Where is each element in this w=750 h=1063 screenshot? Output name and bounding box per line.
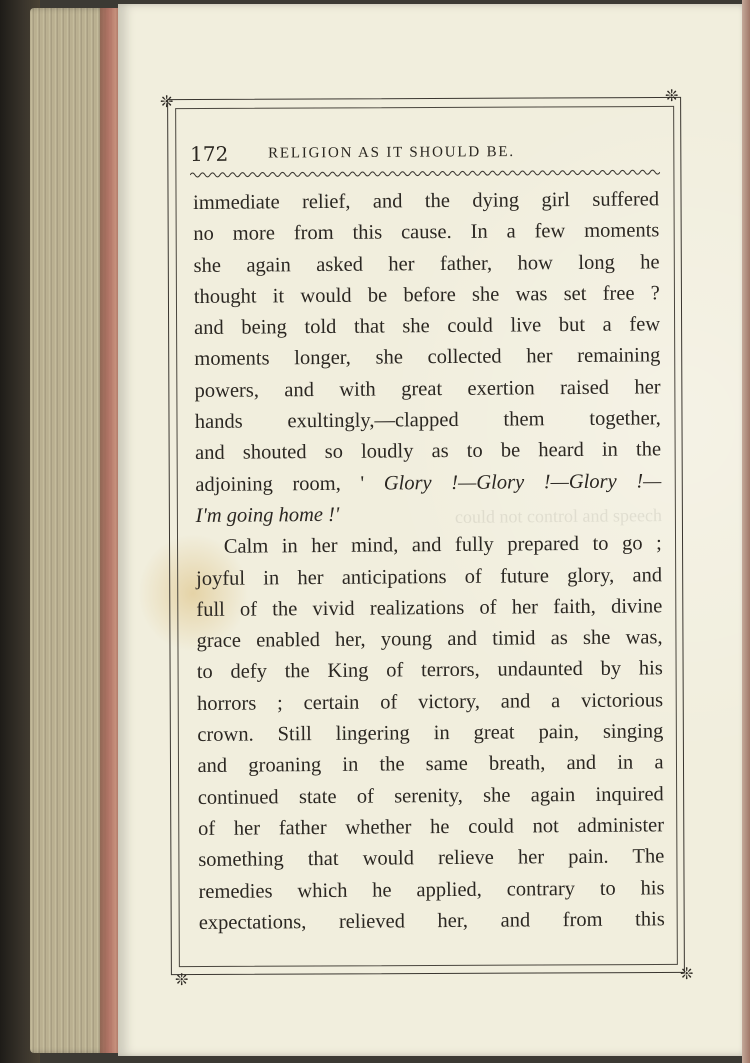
text-line: moments longer, she collected her remaining <box>194 344 661 371</box>
text-line: grace enabled her, young and timid as she was, <box>196 626 663 653</box>
text-line: horrors ; certain of victory, and a victorious <box>196 689 664 715</box>
corner-ornament-icon: ❊ <box>665 86 679 105</box>
text-line: something that would relieve her pain. The <box>198 845 665 872</box>
text-line: joyful in her anticipations of future glory, and <box>195 563 663 590</box>
page-number: 172 <box>190 141 229 166</box>
text-segment: adjoining room, ' <box>195 472 365 496</box>
text-line: hands exultingly,—clapped them together, <box>194 407 661 434</box>
text-line: and being told that she could live but a few <box>194 313 661 340</box>
text-line: of her father whether he could not administer <box>197 814 665 840</box>
text-line: crown. Still lingering in great pain, singing <box>197 720 664 747</box>
text-line: to defy the King of terrors, undaunted by his <box>196 657 663 684</box>
corner-ornament-icon: ❊ <box>175 970 189 989</box>
text-line: remedies which he applied, contrary to his <box>198 876 665 903</box>
text-line: immediate relief, and the dying girl suffered <box>193 188 660 214</box>
italic-quote-end: I'm going home !' <box>195 503 340 527</box>
text-line: powers, and with great exertion raised her <box>194 376 661 402</box>
corner-ornament-icon: ❊ <box>160 92 174 111</box>
running-title: RELIGION AS IT SHOULD BE. <box>268 144 515 162</box>
text-line: full of the vivid realizations of her faith, divine <box>196 595 663 621</box>
show-through-text: could not control and speech <box>454 505 663 527</box>
text-line: thought it would be before she was set free ? <box>193 282 660 308</box>
text-line: and groaning in the same breath, and in a <box>197 751 664 778</box>
paragraph-start: Calm in her mind, and fully prepared to go ; <box>223 532 662 559</box>
italic-quote: Glory !—Glory !—Glory !— <box>383 470 662 495</box>
corner-ornament-icon: ❊ <box>680 964 694 983</box>
text-line: expectations, relieved her, and from this <box>198 908 665 934</box>
right-page-edge <box>742 0 750 1063</box>
text-line: she again asked her father, how long he <box>193 250 660 277</box>
body-text <box>193 184 665 939</box>
text-line: and shouted so loudly as to be heard in the <box>194 438 662 465</box>
text-line-mixed <box>195 466 661 501</box>
text-line: continued state of serenity, she again inquired <box>197 782 664 809</box>
text-line: no more from this cause. In a few moments <box>193 219 660 246</box>
